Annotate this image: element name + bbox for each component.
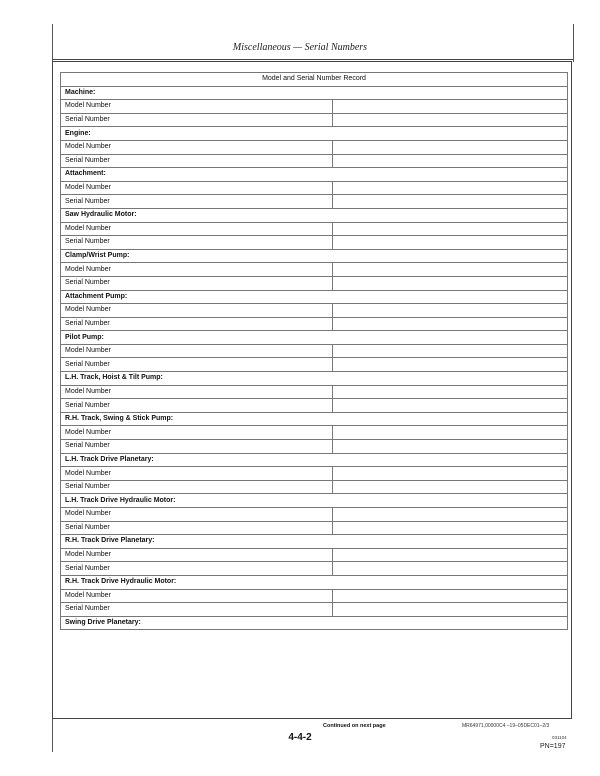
serial-number-entry[interactable]	[333, 276, 568, 290]
serial-number-label: Serial Number	[61, 276, 333, 290]
page-number: 4-4-2	[288, 732, 312, 743]
section-heading: R.H. Track Drive Planetary:	[61, 535, 568, 549]
section-heading: L.H. Track Drive Planetary:	[61, 453, 568, 467]
serial-number-label: Serial Number	[61, 440, 333, 454]
section-heading: Machine:	[61, 86, 568, 100]
model-number-row	[61, 548, 568, 562]
model-number-label: Model Number	[61, 508, 333, 522]
model-number-entry[interactable]	[333, 467, 568, 481]
model-number-label: Model Number	[61, 385, 333, 399]
section-heading: Pilot Pump:	[61, 331, 568, 345]
serial-number-entry[interactable]	[333, 440, 568, 454]
section-row	[61, 535, 568, 549]
table-title: Model and Serial Number Record	[61, 73, 568, 87]
section-heading: Saw Hydraulic Motor:	[61, 208, 568, 222]
section-heading: Clamp/Wrist Pump:	[61, 249, 568, 263]
model-number-entry[interactable]	[333, 263, 568, 277]
serial-number-entry[interactable]	[333, 480, 568, 494]
model-number-label: Model Number	[61, 548, 333, 562]
model-number-row	[61, 100, 568, 114]
serial-number-entry[interactable]	[333, 399, 568, 413]
section-row	[61, 86, 568, 100]
serial-number-label: Serial Number	[61, 399, 333, 413]
serial-number-row	[61, 440, 568, 454]
model-number-entry[interactable]	[333, 385, 568, 399]
serial-number-entry[interactable]	[333, 521, 568, 535]
model-number-entry[interactable]	[333, 181, 568, 195]
serial-number-label: Serial Number	[61, 317, 333, 331]
model-number-row	[61, 508, 568, 522]
model-number-label: Model Number	[61, 140, 333, 154]
section-heading: Engine:	[61, 127, 568, 141]
serial-record-table	[60, 72, 568, 630]
section-row	[61, 290, 568, 304]
section-heading: Attachment:	[61, 168, 568, 182]
pn-number: PN=197	[540, 743, 566, 750]
serial-number-label: Serial Number	[61, 195, 333, 209]
serial-number-row	[61, 317, 568, 331]
serial-number-entry[interactable]	[333, 562, 568, 576]
serial-number-row	[61, 154, 568, 168]
model-number-entry[interactable]	[333, 100, 568, 114]
section-row	[61, 372, 568, 386]
serial-number-label: Serial Number	[61, 603, 333, 617]
section-heading: Attachment Pump:	[61, 290, 568, 304]
model-number-row	[61, 589, 568, 603]
model-number-entry[interactable]	[333, 426, 568, 440]
serial-number-entry[interactable]	[333, 603, 568, 617]
model-number-label: Model Number	[61, 263, 333, 277]
model-number-entry[interactable]	[333, 140, 568, 154]
date-code: 031104	[552, 735, 567, 740]
model-number-entry[interactable]	[333, 589, 568, 603]
serial-number-entry[interactable]	[333, 154, 568, 168]
section-row	[61, 412, 568, 426]
model-number-entry[interactable]	[333, 344, 568, 358]
model-number-row	[61, 181, 568, 195]
section-row	[61, 494, 568, 508]
serial-number-row	[61, 562, 568, 576]
model-number-label: Model Number	[61, 181, 333, 195]
serial-number-row	[61, 399, 568, 413]
section-heading: R.H. Track, Swing & Stick Pump:	[61, 412, 568, 426]
model-number-row	[61, 304, 568, 318]
serial-number-entry[interactable]	[333, 195, 568, 209]
section-heading: L.H. Track, Hoist & Tilt Pump:	[61, 372, 568, 386]
document-reference: MR64971,00000C4 –19–05DEC01–2/3	[462, 723, 550, 729]
section-row	[61, 168, 568, 182]
model-number-label: Model Number	[61, 304, 333, 318]
serial-number-label: Serial Number	[61, 562, 333, 576]
serial-number-entry[interactable]	[333, 317, 568, 331]
section-row	[61, 127, 568, 141]
serial-number-label: Serial Number	[61, 358, 333, 372]
model-number-label: Model Number	[61, 344, 333, 358]
serial-number-row	[61, 480, 568, 494]
model-number-row	[61, 140, 568, 154]
serial-number-row	[61, 236, 568, 250]
model-number-entry[interactable]	[333, 304, 568, 318]
section-row	[61, 453, 568, 467]
model-number-label: Model Number	[61, 589, 333, 603]
serial-number-row	[61, 603, 568, 617]
serial-number-entry[interactable]	[333, 358, 568, 372]
serial-number-entry[interactable]	[333, 113, 568, 127]
serial-number-row	[61, 358, 568, 372]
table-title-row	[61, 73, 568, 87]
section-heading: Swing Drive Planetary:	[61, 616, 568, 630]
serial-number-label: Serial Number	[61, 113, 333, 127]
section-row	[61, 575, 568, 589]
section-heading: R.H. Track Drive Hydraulic Motor:	[61, 575, 568, 589]
running-head: Miscellaneous — Serial Numbers	[232, 42, 368, 53]
serial-number-entry[interactable]	[333, 236, 568, 250]
section-row	[61, 331, 568, 345]
model-number-label: Model Number	[61, 222, 333, 236]
serial-number-label: Serial Number	[61, 154, 333, 168]
serial-number-row	[61, 113, 568, 127]
model-number-row	[61, 467, 568, 481]
model-number-row	[61, 222, 568, 236]
model-number-entry[interactable]	[333, 548, 568, 562]
model-number-entry[interactable]	[333, 222, 568, 236]
model-number-entry[interactable]	[333, 508, 568, 522]
model-number-row	[61, 385, 568, 399]
section-row	[61, 616, 568, 630]
serial-number-row	[61, 195, 568, 209]
header-rule	[52, 59, 573, 60]
section-heading: L.H. Track Drive Hydraulic Motor:	[61, 494, 568, 508]
serial-number-label: Serial Number	[61, 236, 333, 250]
section-row	[61, 208, 568, 222]
continued-note: Continued on next page	[323, 723, 386, 729]
model-number-label: Model Number	[61, 100, 333, 114]
serial-number-label: Serial Number	[61, 521, 333, 535]
serial-number-row	[61, 521, 568, 535]
serial-number-label: Serial Number	[61, 480, 333, 494]
section-row	[61, 249, 568, 263]
model-number-row	[61, 426, 568, 440]
model-number-label: Model Number	[61, 426, 333, 440]
model-number-row	[61, 344, 568, 358]
serial-number-row	[61, 276, 568, 290]
model-number-label: Model Number	[61, 467, 333, 481]
model-number-row	[61, 263, 568, 277]
